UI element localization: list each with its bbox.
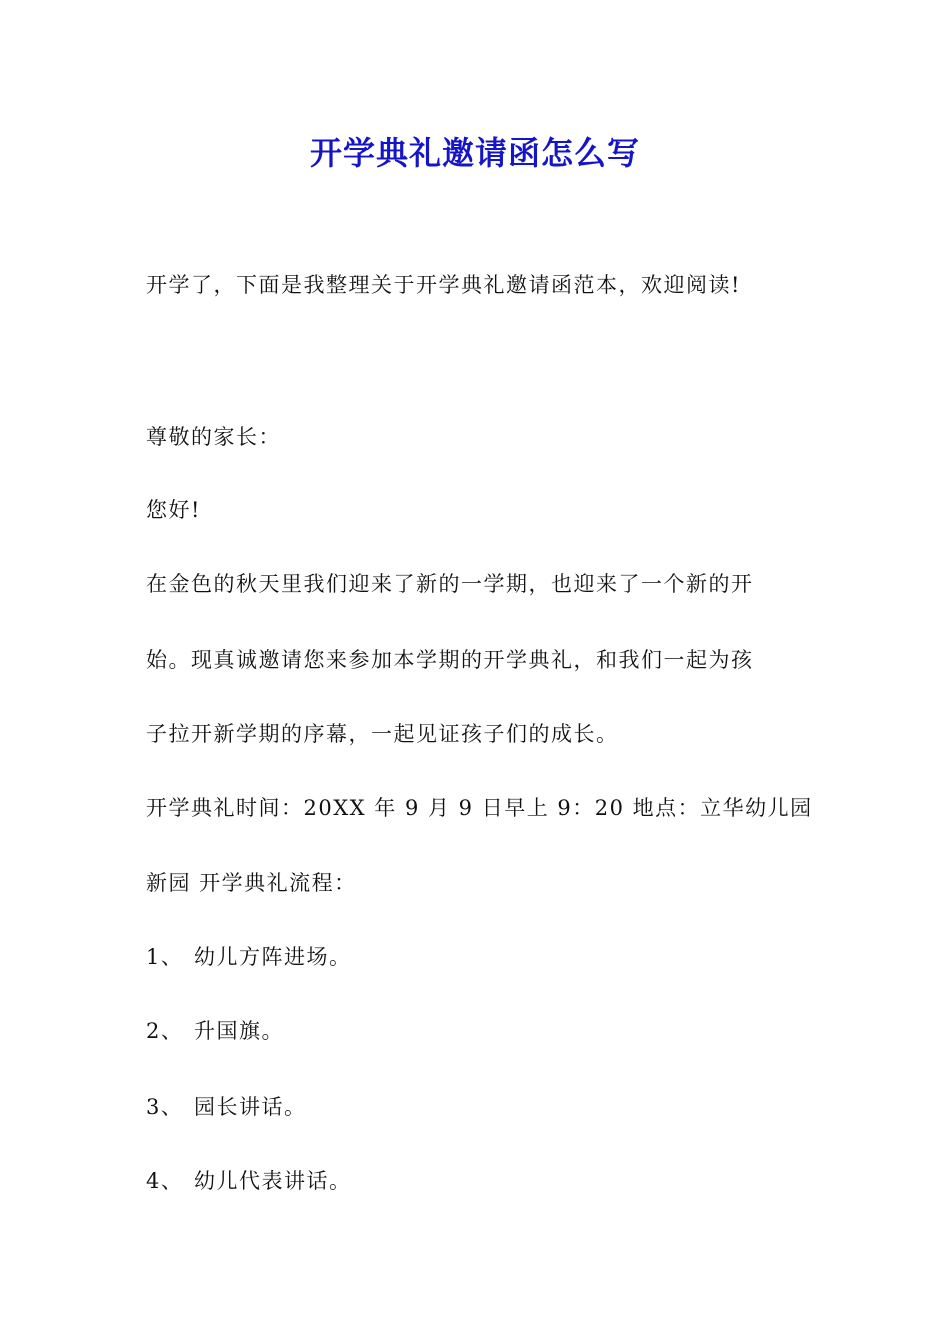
list-item-text: 幼儿方阵进场。 [194,945,352,969]
body-line: 子拉开新学期的序幕，一起见证孩子们的成长。 [146,722,619,746]
greeting: 您好! [146,498,201,522]
body-line: 在金色的秋天里我们迎来了新的一学期，也迎来了一个新的开 [146,572,754,596]
list-item-number: 3、 [146,1095,184,1119]
list-item [146,1016,816,1046]
salutation: 尊敬的家长： [146,425,281,449]
body-line: 新园 开学典礼流程： [146,871,357,895]
list-item [146,942,816,972]
list-item-text: 升国旗。 [194,1019,284,1043]
intro-paragraph: 开学了，下面是我整理关于开学典礼邀请函范本，欢迎阅读! [146,273,741,297]
list-item-number: 1、 [146,945,184,969]
body-line: 开学典礼时间：20XX 年 9 月 9 日早上 9：20 地点：立华幼儿园 [146,796,813,820]
list-item-text: 园长讲话。 [194,1095,307,1119]
list-item-number: 4、 [146,1169,184,1193]
list-item [146,1092,816,1122]
list-item [146,1166,816,1196]
document-title: 开学典礼邀请函怎么写 [309,134,640,172]
body-line: 始。现真诚邀请您来参加本学期的开学典礼，和我们一起为孩 [146,648,754,672]
list-item-text: 幼儿代表讲话。 [194,1169,352,1193]
list-item-number: 2、 [146,1019,184,1043]
